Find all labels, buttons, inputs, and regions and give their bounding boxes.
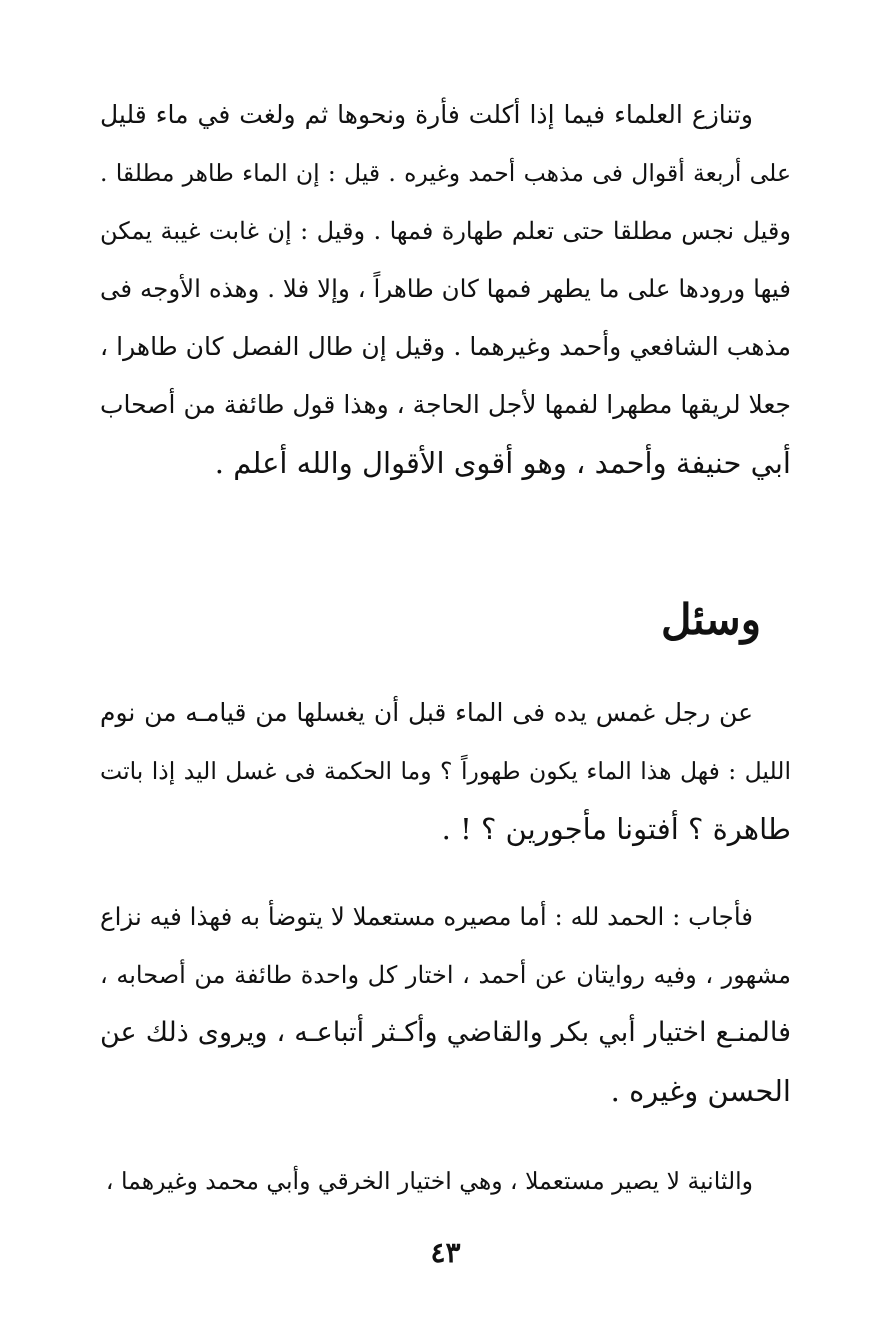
text-line: عن رجل غمس يده فى الماء قبل أن يغسلها من قيامـه من نوم: [100, 698, 753, 727]
answer-paragraph: [100, 888, 791, 1120]
text-line: الليل : فهل هذا الماء يكون طهوراً ؟ وما الحكمة فى غسل اليد إذا باتت: [100, 757, 791, 785]
text-line: مذهب الشافعي وأحمد وغيرهما . وقيل إن طال الفصل كان طاهرا ،: [100, 332, 791, 361]
second-opinion-paragraph: [100, 1152, 791, 1210]
text-line: وتنازع العلماء فيما إذا أكلت فأرة ونحوها ثم ولغت في ماء قليل: [100, 100, 753, 129]
text-line: وقيل نجس مطلقا حتى تعلم طهارة فمها . وقيل : إن غابت غيبة يمكن: [100, 217, 791, 245]
text-line: جعلا لريقها مطهرا لفمها لأجل الحاجة ، وهذا قول طائفة من أصحاب: [100, 390, 791, 419]
text-line: والثانية لا يصير مستعملا ، وهي اختيار الخرقي وأبي محمد وغيرهما ،: [105, 1167, 753, 1195]
text-line: على أربعة أقوال فى مذهب أحمد وغيره . قيل : إن الماء طاهر مطلقا .: [100, 159, 791, 187]
paragraph-rats-water: [100, 86, 791, 492]
text-line: مشهور ، وفيه روايتان عن أحمد ، اختار كل واحدة طائفة من أصحابه ،: [100, 961, 791, 989]
section-heading: وسئل: [661, 595, 761, 644]
page-number: ٤٣: [430, 1236, 461, 1269]
text-line: فأجاب : الحمد لله : أما مصيره مستعملا لا يتوضأ به فهذا فيه نزاع: [100, 902, 753, 931]
text-line: الحسن وغيره .: [610, 1074, 791, 1108]
text-line: أبي حنيفة وأحمد ، وهو أقوى الأقوال والله أعلم .: [214, 446, 791, 480]
text-line: فالمنـع اختيار أبي بكر والقاضي وأكـثر أتباعـه ، ويروى ذلك عن: [100, 1017, 791, 1048]
text-line: فيها ورودها على ما يطهر فمها كان طاهراً ، وإلا فلا . وهذه الأوجه فى: [100, 274, 791, 303]
question-paragraph: [100, 684, 791, 858]
text-line: طاهرة ؟ أفتونا مأجورين ؟ ! .: [441, 812, 791, 846]
